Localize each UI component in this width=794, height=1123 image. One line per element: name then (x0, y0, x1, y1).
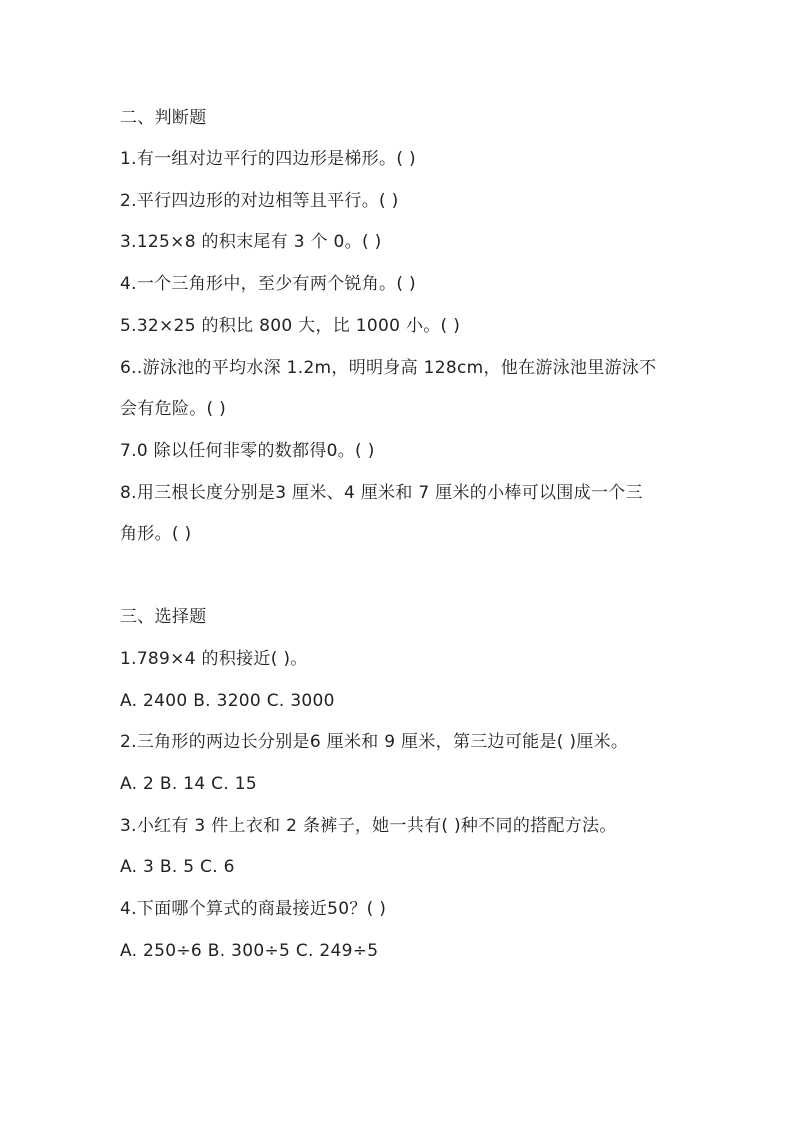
judgment-question-1: 1.有一组对边平行的四边形是梯形。( ) (120, 149, 416, 169)
section-heading-judgment: 二、判断题 (120, 108, 207, 128)
choice-options-1: A. 2400 B. 3200 C. 3000 (120, 691, 335, 711)
choice-question-1: 1.789×4 的积接近( )。 (120, 649, 308, 669)
judgment-question-4: 4.一个三角形中，至少有两个锐角。( ) (120, 274, 416, 294)
choice-options-3: A. 3 B. 5 C. 6 (120, 857, 235, 877)
judgment-question-7: 7.0 除以任何非零的数都得0。( ) (120, 441, 375, 461)
judgment-question-6: 6..游泳池的平均水深 1.2m，明明身高 128cm，他在游泳池里游泳不 (120, 358, 657, 378)
choice-question-4: 4.下面哪个算式的商最接近50？( ) (120, 899, 387, 919)
judgment-question-8: 8.用三根长度分别是3 厘米、4 厘米和 7 厘米的小棒可以围成一个三 (120, 483, 643, 503)
judgment-question-8-continued: 角形。( ) (120, 524, 192, 544)
judgment-question-6-continued: 会有危险。( ) (120, 399, 227, 419)
choice-options-4: A. 250÷6 B. 300÷5 C. 249÷5 (120, 941, 379, 961)
choice-question-3: 3.小红有 3 件上衣和 2 条裤子，她一共有( )种不同的搭配方法。 (120, 816, 617, 836)
choice-question-2: 2.三角形的两边长分别是6 厘米和 9 厘米，第三边可能是( )厘米。 (120, 732, 629, 752)
judgment-question-3: 3.125×8 的积末尾有 3 个 0。( ) (120, 232, 382, 252)
choice-options-2: A. 2 B. 14 C. 15 (120, 774, 257, 794)
judgment-question-5: 5.32×25 的积比 800 大，比 1000 小。( ) (120, 316, 461, 336)
section-heading-choice: 三、选择题 (120, 607, 207, 627)
judgment-question-2: 2.平行四边形的对边相等且平行。( ) (120, 191, 399, 211)
